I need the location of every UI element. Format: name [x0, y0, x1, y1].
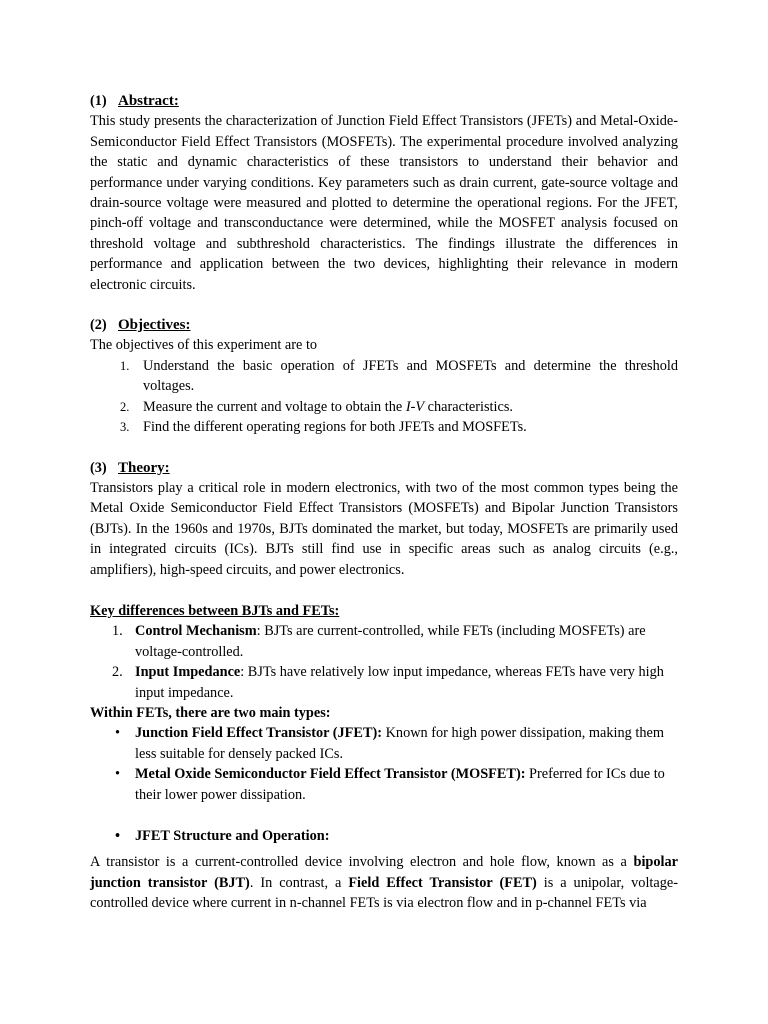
list-text: Measure the current and voltage to obtain the — [143, 398, 406, 415]
list-number: 1. — [112, 623, 123, 640]
list-text: characteristics. — [424, 398, 513, 415]
jfet-heading-text: JFET Structure and Operation: — [135, 828, 330, 844]
list-term: Metal Oxide Semiconductor Field Effect Transistor (MOSFET): — [135, 766, 526, 783]
list-term: Junction Field Effect Transistor (JFET): — [135, 725, 383, 742]
fet-types-heading: Within FETs, there are two main types: — [90, 704, 331, 721]
section-number: (3) — [90, 459, 107, 476]
abstract-heading — [90, 91, 678, 111]
key-differences-heading: Key differences between BJTs and FETs: — [90, 602, 340, 619]
list-text: Preferred for ICs due to their lower power dissipation. — [135, 766, 665, 803]
jfet-text: is a unipolar, voltage-controlled device where current in n-channel FETs is via electron flow and in p-channel FETs via — [90, 874, 678, 912]
section-title: Theory: — [118, 459, 170, 476]
list-text: Known for high power dissipation, making them less suitable for densely packed ICs. — [135, 725, 664, 762]
list-text: Find the different operating regions for both JFETs and MOSFETs. — [143, 419, 527, 436]
list-number: 2. — [120, 399, 130, 414]
objectives-list — [90, 356, 678, 438]
list-text: Understand the basic operation of JFETs and MOSFETs and determine the threshold voltages. — [143, 357, 678, 395]
document-content — [90, 91, 678, 914]
jfet-text: . In contrast, a — [249, 874, 349, 891]
abstract-body: This study presents the characterization of Junction Field Effect Transistors (JFETs) and Metal-Oxide-Semiconductor Field Effect Transistors (MOSFETs). The experimental procedure involved analyzing the static and dynamic characteristics of these transistors to understand their behavior and performance under varying conditions. Key parameters such as drain current, gate-source voltage and drain-source voltage were measured and plotted to determine the operational regions. For the JFET, pinch-off voltage and transconductance were determined, while the MOSFET analysis focused on threshold voltage and subthreshold characteristics. The findings illustrate the differences in performance and application between the two devices, highlighting their relevance in modern electronic circuits. — [90, 113, 678, 293]
list-text: : BJTs have relatively low input impedance, whereas FETs have very high input impedance. — [135, 664, 664, 701]
list-item — [90, 356, 678, 397]
jfet-body — [90, 852, 678, 913]
bullet-icon: • — [115, 828, 121, 844]
list-number: 2. — [112, 664, 123, 681]
theory-body: Transistors play a critical role in modern electronics, with two of the most common types being the Metal Oxide Semiconductor Field Effect Transistors (MOSFETs) and Bipolar Junction Transistors (BJTs). In the 1960s and 1970s, BJTs dominated the market, but today, MOSFETs are primarily used in integrated circuits (ICs). BJTs still find use in specific areas such as analog circuits (e.g., amplifiers), high-speed circuits, and power electronics. — [90, 479, 678, 578]
objectives-intro: The objectives of this experiment are to — [90, 337, 318, 354]
list-term: Input Impedance — [135, 664, 241, 681]
list-item — [90, 621, 678, 662]
bullet-icon: • — [115, 766, 121, 783]
list-number: 1. — [120, 358, 130, 373]
list-text: : BJTs are current-controlled, while FETs (including MOSFETs) are voltage-controlled. — [135, 623, 646, 660]
section-title: Objectives: — [118, 317, 191, 334]
list-item — [90, 662, 678, 703]
objectives-heading — [90, 315, 678, 335]
list-item — [90, 723, 678, 764]
jfet-heading — [90, 826, 678, 846]
list-item — [90, 417, 678, 437]
bullet-icon: • — [115, 725, 121, 742]
jfet-text: A transistor is a current-controlled device involving electron and hole flow, known as a — [90, 854, 634, 871]
section-number: (1) — [90, 93, 107, 109]
list-text-italic: I-V — [405, 398, 425, 415]
fet-types-list — [90, 723, 678, 805]
section-number: (2) — [90, 317, 107, 334]
list-number: 3. — [120, 420, 130, 435]
key-differences-list — [90, 621, 678, 703]
list-item — [90, 764, 678, 805]
jfet-bold-term: Field Effect Transistor (FET) — [348, 874, 537, 891]
list-term: Control Mechanism — [135, 623, 257, 640]
jfet-bold-term: bipolar junction transistor (BJT) — [90, 854, 678, 891]
theory-heading — [90, 458, 678, 478]
list-item — [90, 397, 678, 417]
section-title: Abstract: — [118, 93, 179, 109]
